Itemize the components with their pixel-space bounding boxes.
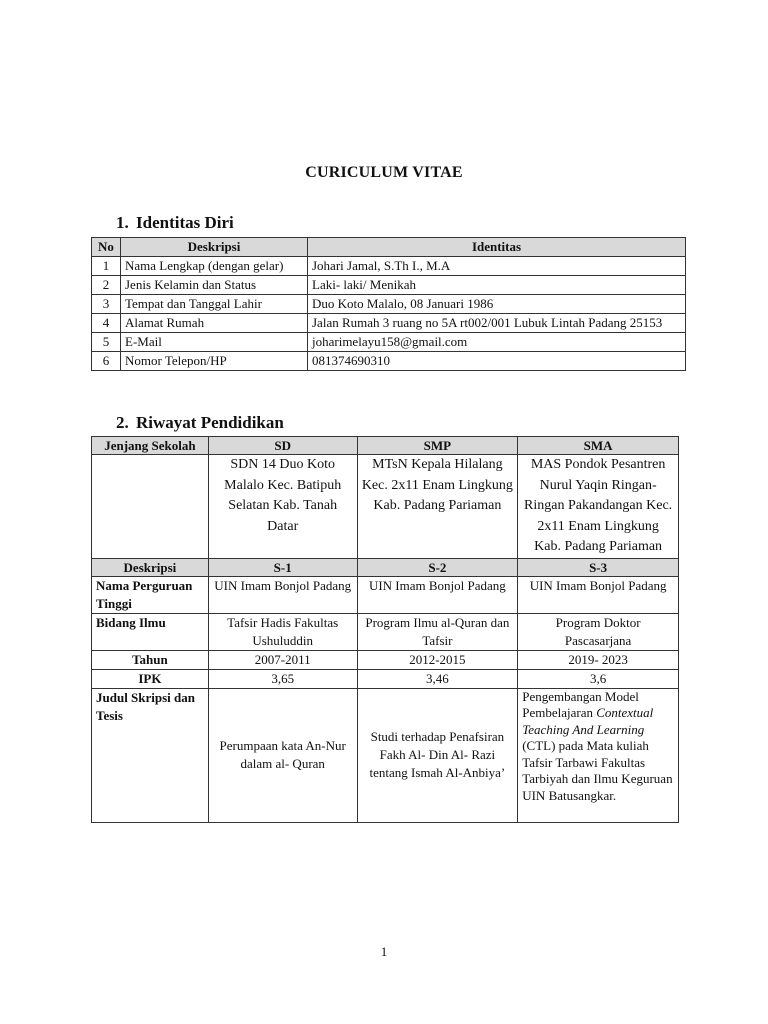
row-number: 4	[92, 314, 121, 333]
table-row	[92, 352, 686, 371]
row-description: Nomor Telepon/HP	[121, 352, 308, 371]
section-heading-pendidikan	[116, 413, 284, 433]
thesis-s3-text: Pengembangan Model Pembelajaran	[522, 688, 639, 720]
section-title: Riwayat Pendidikan	[136, 413, 284, 432]
university-row	[92, 576, 679, 613]
row-label: Tahun	[92, 650, 209, 669]
section-number: 2.	[116, 413, 129, 432]
university-s2: UIN Imam Bonjol Padang	[357, 576, 518, 613]
row-description: Alamat Rumah	[121, 314, 308, 333]
school-smp: MTsN Kepala Hilalang Kec. 2x11 Enam Lingkung Kab. Padang Pariaman	[357, 455, 518, 559]
header-jenjang: Jenjang Sekolah	[92, 437, 209, 455]
header-deskripsi: Deskripsi	[92, 558, 209, 576]
row-label: Judul Skripsi dan Tesis	[92, 688, 209, 822]
row-label: IPK	[92, 669, 209, 688]
thesis-row	[92, 688, 679, 822]
header-no: No	[92, 238, 121, 257]
university-s1: UIN Imam Bonjol Padang	[208, 576, 357, 613]
gpa-s1: 3,65	[208, 669, 357, 688]
row-value: Jalan Rumah 3 ruang no 5A rt002/001 Lubuk Lintah Padang 25153	[308, 314, 686, 333]
table-row	[92, 333, 686, 352]
school-label-empty	[92, 455, 209, 559]
header-smp: SMP	[357, 437, 518, 455]
school-sma: MAS Pondok Pesantren Nurul Yaqin Ringan-Ringan Pakandangan Kec. 2x11 Enam Lingkung Kab. Padang Pariaman	[518, 455, 679, 559]
thesis-s2: Studi terhadap Penafsiran Fakh Al- Din Al- Razi tentang Ismah Al-Anbiya’	[357, 688, 518, 822]
header-deskripsi: Deskripsi	[121, 238, 308, 257]
document-title: CURICULUM VITAE	[305, 164, 463, 181]
section-title: Identitas Diri	[136, 213, 234, 232]
thesis-s3-italic: Contextual Teaching And Learning	[522, 705, 654, 737]
gpa-s3: 3,6	[518, 669, 679, 688]
page-number: 1	[380, 944, 388, 959]
row-value: Duo Koto Malalo, 08 Januari 1986	[308, 295, 686, 314]
header-identitas: Identitas	[308, 238, 686, 257]
row-value: Johari Jamal, S.Th I., M.A	[308, 257, 686, 276]
field-s2: Program Ilmu al-Quran dan Tafsir	[357, 613, 518, 650]
year-s1: 2007-2011	[208, 650, 357, 669]
header-sd: SD	[208, 437, 357, 455]
section-heading-identitas	[116, 213, 234, 233]
identity-table	[91, 237, 686, 371]
field-s3: Program Doktor Pascasarjana	[518, 613, 679, 650]
degree-header-row	[92, 558, 679, 576]
row-value: 081374690310	[308, 352, 686, 371]
university-s3: UIN Imam Bonjol Padang	[518, 576, 679, 613]
row-number: 2	[92, 276, 121, 295]
thesis-s1: Perumpaan kata An-Nur dalam al- Quran	[208, 688, 357, 822]
field-row	[92, 613, 679, 650]
school-header-row	[92, 437, 679, 455]
year-row	[92, 650, 679, 669]
header-s3: S-3	[518, 558, 679, 576]
table-row	[92, 314, 686, 333]
year-s3: 2019- 2023	[518, 650, 679, 669]
header-s1: S-1	[208, 558, 357, 576]
row-description: Tempat dan Tanggal Lahir	[121, 295, 308, 314]
school-row	[92, 455, 679, 559]
table-row	[92, 257, 686, 276]
school-sd: SDN 14 Duo Koto Malalo Kec. Batipuh Selatan Kab. Tanah Datar	[208, 455, 357, 559]
row-label: Bidang Ilmu	[92, 613, 209, 650]
year-s2: 2012-2015	[357, 650, 518, 669]
row-number: 1	[92, 257, 121, 276]
field-s1: Tafsir Hadis Fakultas Ushuluddin	[208, 613, 357, 650]
table-header-row	[92, 238, 686, 257]
row-description: Jenis Kelamin dan Status	[121, 276, 308, 295]
gpa-s2: 3,46	[357, 669, 518, 688]
row-description: Nama Lengkap (dengan gelar)	[121, 257, 308, 276]
row-number: 6	[92, 352, 121, 371]
row-value: Laki- laki/ Menikah	[308, 276, 686, 295]
row-label: Nama Perguruan Tinggi	[92, 576, 209, 613]
row-number: 5	[92, 333, 121, 352]
thesis-s3	[518, 688, 679, 822]
row-description: E-Mail	[121, 333, 308, 352]
table-row	[92, 276, 686, 295]
header-sma: SMA	[518, 437, 679, 455]
row-value: joharimelayu158@gmail.com	[308, 333, 686, 352]
table-row	[92, 295, 686, 314]
header-s2: S-2	[357, 558, 518, 576]
gpa-row	[92, 669, 679, 688]
section-number: 1.	[116, 213, 129, 232]
education-table	[91, 436, 679, 823]
thesis-s3-text-end: (CTL) pada Mata kuliah Tafsir Tarbawi Fakultas Tarbiyah dan Ilmu Keguruan UIN Batusangkar.	[522, 738, 673, 803]
row-number: 3	[92, 295, 121, 314]
